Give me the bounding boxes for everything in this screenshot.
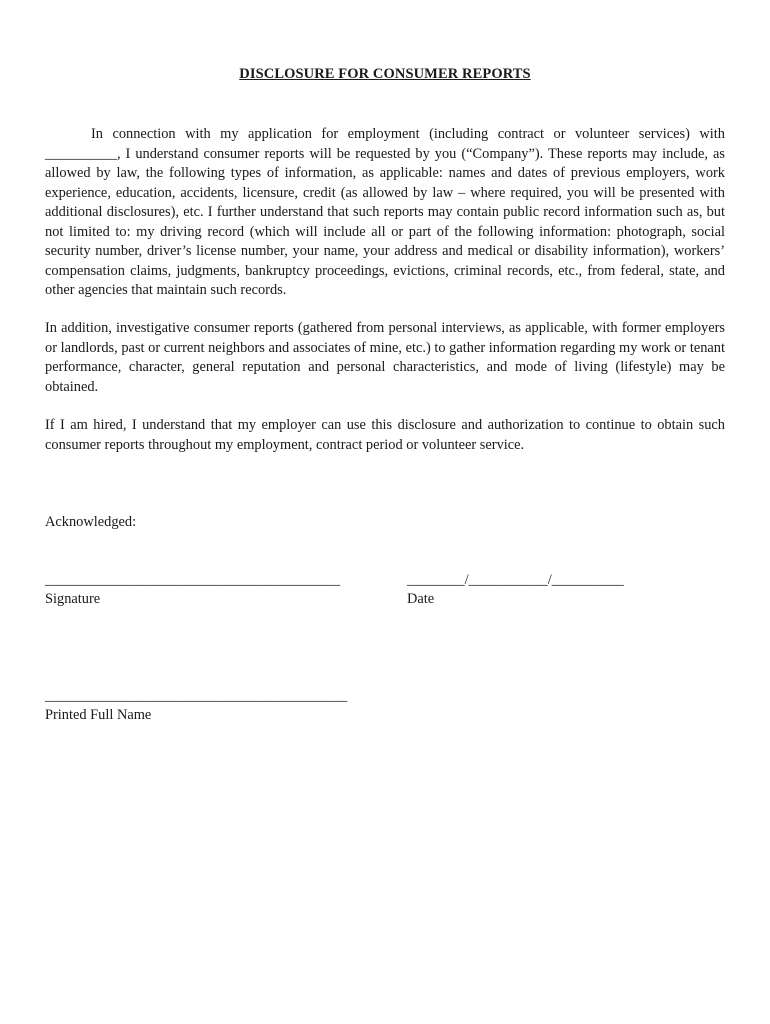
paragraph-investigative-reports: In addition, investigative consumer reports (gathered from personal interviews, as applicable, with former employers or landlords, past or current neighbors and associates of mine, etc.) to gather information regarding my work or tenant performance, character, general reputation and personal characteristics, and mode of living (lifestyle) may be obtained.: [45, 320, 725, 395]
date-field[interactable]: ________/___________/__________: [407, 572, 624, 588]
acknowledged-label: Acknowledged:: [45, 514, 137, 530]
paragraph-employment-continuation: If I am hired, I understand that my employer can use this disclosure and authorization to continue to obtain such consumer reports throughout my employment, contract period or volunteer service.: [45, 417, 725, 453]
date-label: Date: [407, 591, 435, 607]
signature-label: Signature: [45, 591, 101, 607]
printed-name-label: Printed Full Name: [45, 707, 152, 723]
paragraph-consent: In connection with my application for employment (including contract or volunteer services) with __________, I understand consumer reports will be requested by you (“Company”). These reports may include, as allowed by law, the following types of information, as applicable: names and dates of previous employers, work experience, education, accidents, licensure, credit (as allowed by law – where required, you will be presented with additional disclosures), etc. I further understand that such reports may contain public record information such as, but not limited to: my driving record (which will include all or part of the following information: photograph, social security number, driver’s license number, your name, your address and medical or disability information), workers’ compensation claims, judgments, bankruptcy proceedings, evictions, criminal records, etc., from federal, state, and other agencies that maintain such records.: [45, 126, 725, 298]
signature-field[interactable]: _________________________________________: [45, 572, 341, 588]
document-title: DISCLOSURE FOR CONSUMER REPORTS: [239, 66, 531, 82]
printed-name-field[interactable]: __________________________________________: [45, 688, 348, 704]
